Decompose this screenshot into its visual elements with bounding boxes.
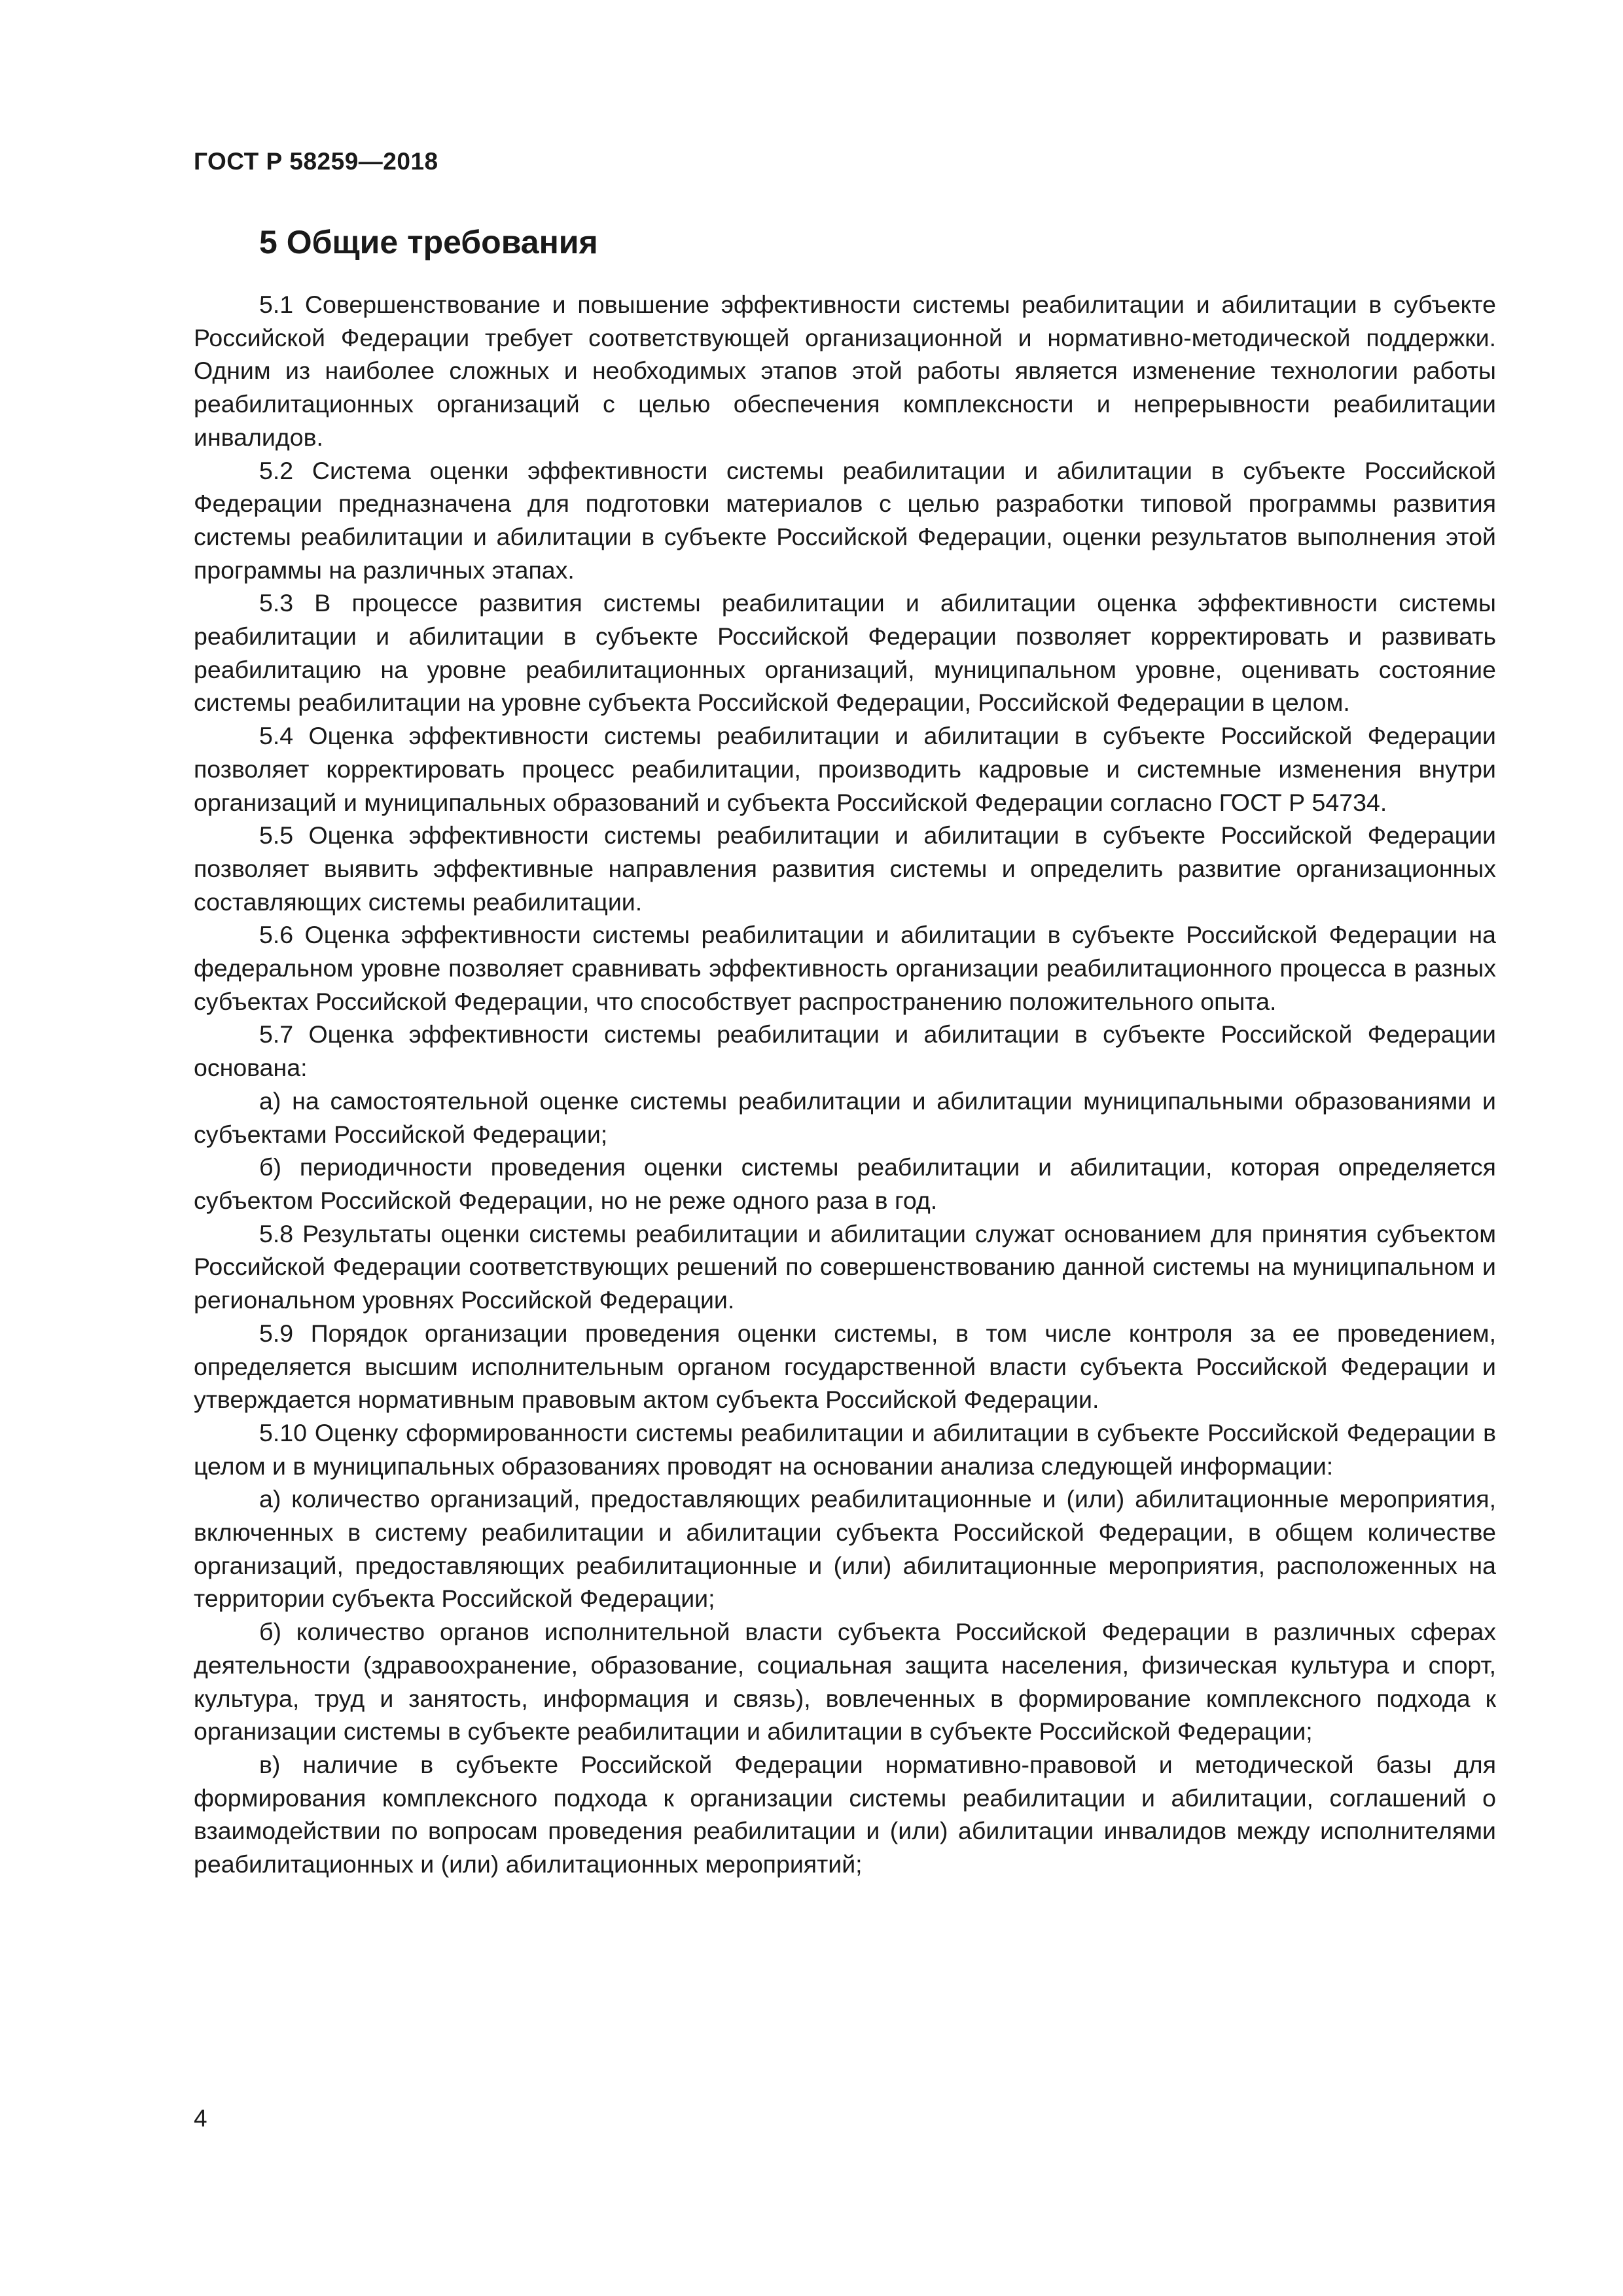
standard-header: ГОСТ Р 58259—2018 (194, 148, 438, 175)
paragraph-5-8: 5.8 Результаты оценки системы реабилитации и абилитации служат основанием для принятия субъектом Российской Федерации соответствующих решений по совершенствованию данной системы на муниципальном и региональном уровнях Российской Федерации. (194, 1219, 1496, 1314)
paragraph-5-4: 5.4 Оценка эффективности системы реабилитации и абилитации в субъекте Российской Федерации позволяет корректировать процесс реабилитации, производить кадровые и системные изменения внутри организаций и муниципальных образований и субъекта Российской Федерации согласно ГОСТ Р 54734. (194, 722, 1496, 816)
paragraph-5-1: 5.1 Совершенствование и повышение эффективности системы реабилитации и абилитации в субъекте Российской Федерации требует соответствующей организационной и нормативно-методической поддержки. Одним из наиболее сложных и необходимых этапов этой работы является изменение технологии работы реабилитационных организаций с целью обеспечения комплексности и непрерывности реабилитации инвалидов. (194, 291, 1496, 451)
paragraph-5-5: 5.5 Оценка эффективности системы реабилитации и абилитации в субъекте Российской Федерации позволяет выявить эффективные направления развития системы и определить развитие организационных составляющих системы реабилитации. (194, 821, 1496, 916)
paragraph-5-10-b: б) количество органов исполнительной власти субъекта Российской Федерации в различных сферах деятельности (здравоохранение, образование, социальная защита населения, физическая культура и спорт, культура, труд и занятость, информация и связь), вовлеченных в формирование комплексного подхода к организации системы в субъекте реабилитации и абилитации в субъекте Российской Федерации; (194, 1618, 1496, 1746)
paragraph-5-7-a: а) на самостоятельной оценке системы реабилитации и абилитации муниципальными образованиями и субъектами Российской Федерации; (194, 1086, 1496, 1148)
paragraph-5-10-v: в) наличие в субъекте Российской Федерации нормативно-правовой и методической базы для формирования комплексного подхода к организации системы реабилитации и абилитации, соглашений о взаимодействии по вопросам проведения реабилитации и (или) абилитации инвалидов между исполнителями реабилитационных и (или) абилитационных мероприятий; (194, 1750, 1496, 1878)
paragraph-5-7: 5.7 Оценка эффективности системы реабилитации и абилитации в субъекте Российской Федерации основана: (194, 1020, 1496, 1082)
paragraph-5-6: 5.6 Оценка эффективности системы реабилитации и абилитации в субъекте Российской Федерации на федеральном уровне позволяет сравнивать эффективность организации реабилитационного процесса в разных субъектах Российской Федерации, что способствует распространению положительного опыта. (194, 921, 1496, 1015)
document-body (194, 216, 1496, 1881)
paragraph-5-10: 5.10 Оценку сформированности системы реабилитации и абилитации в субъекте Российской Федерации в целом и в муниципальных образованиях проводят на основании анализа следующей информации: (194, 1418, 1496, 1480)
paragraph-5-10-a: а) количество организаций, предоставляющих реабилитационные и (или) абилитационные мероприятия, включенных в систему реабилитации и абилитации субъекта Российской Федерации, в общем количестве организаций, предоставляющих реабилитационные и (или) абилитационные мероприятия, расположенных на территории субъекта Российской Федерации; (194, 1485, 1496, 1613)
paragraph-5-3: 5.3 В процессе развития системы реабилитации и абилитации оценка эффективности системы реабилитации и абилитации в субъекте Российской Федерации позволяет корректировать и развивать реабилитацию на уровне реабилитационных организаций, муниципальном уровне, оценивать состояние системы реабилитации на уровне субъекта Российской Федерации, Российской Федерации в целом. (194, 589, 1496, 717)
paragraph-5-9: 5.9 Порядок организации проведения оценки системы, в том числе контроля за ее проведением, определяется высшим исполнительным органом государственной власти субъекта Российской Федерации и утверждается нормативным правовым актом субъекта Российской Федерации. (194, 1319, 1496, 1414)
paragraph-5-7-b: б) периодичности проведения оценки системы реабилитации и абилитации, которая определяется субъектом Российской Федерации, но не реже одного раза в год. (194, 1153, 1496, 1214)
paragraph-5-2: 5.2 Система оценки эффективности системы реабилитации и абилитации в субъекте Российской Федерации предназначена для подготовки материалов с целью разработки типовой программы развития системы реабилитации и абилитации в субъекте Российской Федерации, оценки результатов выполнения этой программы на различных этапах. (194, 456, 1496, 584)
page-number: 4 (194, 2105, 207, 2132)
section-title: 5 Общие требования (259, 224, 598, 260)
